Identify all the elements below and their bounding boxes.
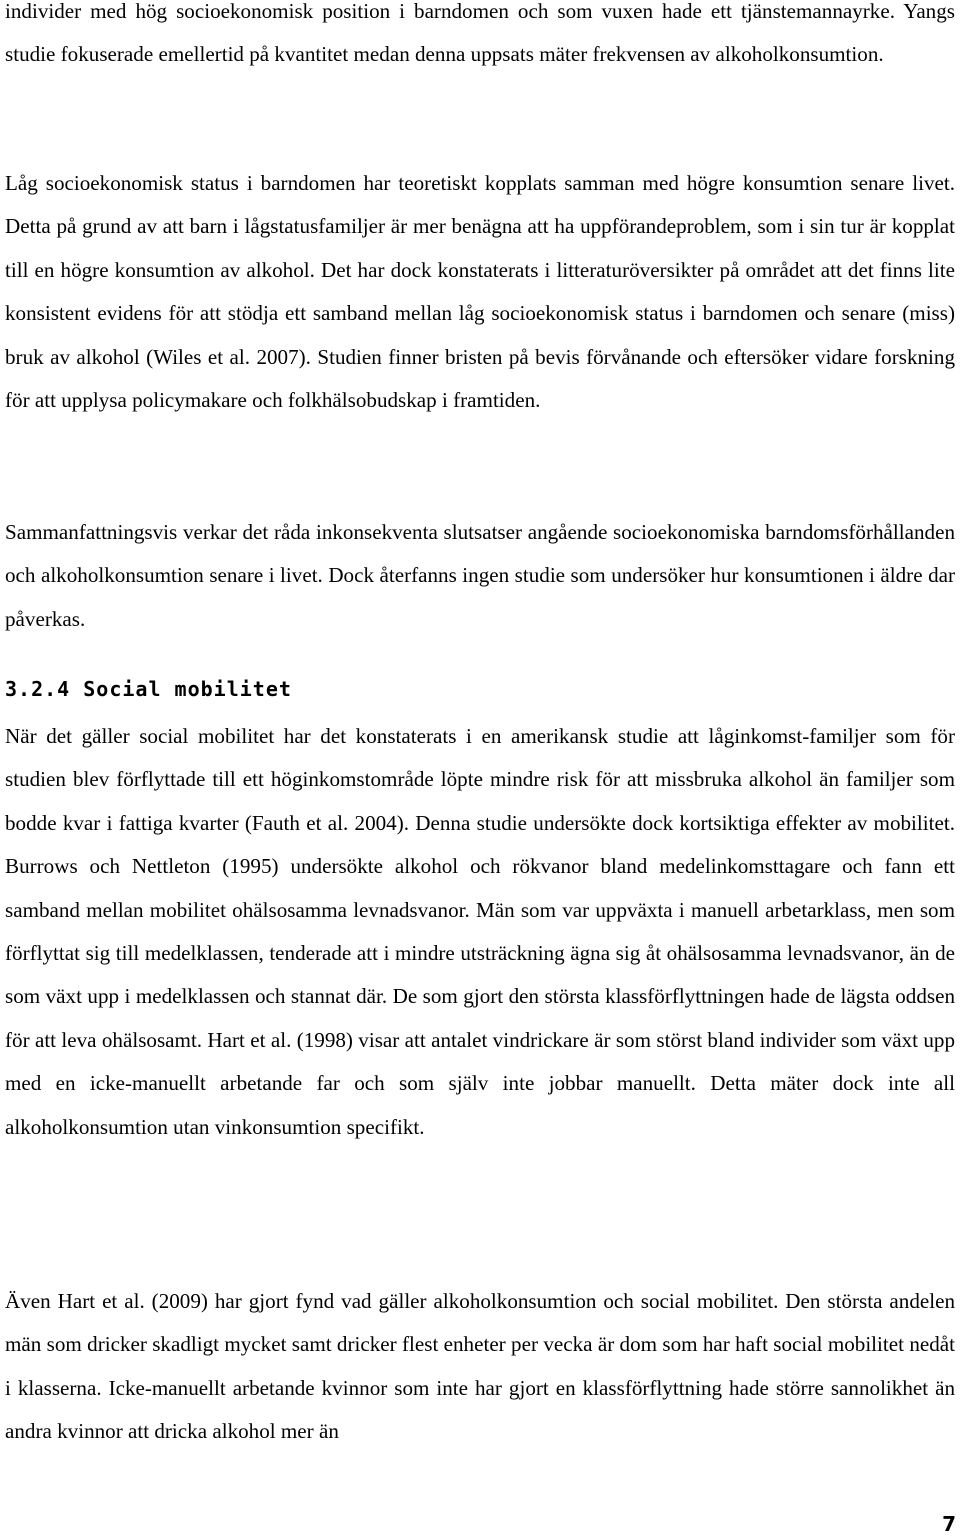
- page-number: 7: [942, 1512, 956, 1536]
- section-heading: 3.2.4 Social mobilitet: [5, 677, 292, 701]
- body-paragraph: individer med hög socioekonomisk position i barndomen och som vuxen hade ett tjänstemannayrke. Yangs studie fokuserade emellertid på kvantitet medan denna uppsats mäter frekvensen av alkoholkonsumtion.: [5, 0, 955, 67]
- body-paragraph: Låg socioekonomisk status i barndomen har teoretiskt kopplats samman med högre konsumtion senare livet. Detta på grund av att barn i lågstatusfamiljer är mer benägna att ha uppförandeproblem, som i sin tur är kopplat till en högre konsumtion av alkohol. Det har dock konstaterats i litteraturöversikter på området att det finns lite konsistent evidens för att stödja ett samband mellan låg socioekonomisk status i barndomen och senare (miss) bruk av alkohol (Wiles et al. 2007). Studien finner bristen på bevis förvånande och eftersöker vidare forskning för att upplysa policymakare och folkhälsobudskap i framtiden.: [5, 171, 955, 413]
- body-paragraph: Även Hart et al. (2009) har gjort fynd vad gäller alkoholkonsumtion och social mobilitet. Den största andelen män som dricker skadligt mycket samt dricker flest enheter per vecka är dom som har haft social mobilitet nedåt i klasserna. Icke-manuellt arbetande kvinnor som inte har gjort en klassförflyttning hade större sannolikhet än andra kvinnor att dricka alkohol mer än: [5, 1289, 955, 1444]
- body-paragraph: När det gäller social mobilitet har det konstaterats i en amerikansk studie att låginkomst-familjer som för studien blev förflyttade till ett höginkomstområde löpte mindre risk för att missbruka alkohol än familjer som bodde kvar i fattiga kvarter (Fauth et al. 2004). Denna studie undersökte dock kortsiktiga effekter av mobilitet. Burrows och Nettleton (1995) undersökte alkohol och rökvanor bland medelinkomsttagare och fann ett samband mellan mobilitet ohälsosamma levnadsvanor. Män som var uppväxta i manuell arbetarklass, men som förflyttat sig till medelklassen, tenderade att i mindre utsträckning ägna sig åt ohälsosamma levnadsvanor, än de som växt upp i medelklassen och stannat där. De som gjort den största klassförflyttningen hade de lägsta oddsen för att leva ohälsosamt. Hart et al. (1998) visar att antalet vindrickare är som störst bland individer som växt upp med en icke-manuellt arbetande far och som själv inte jobbar manuellt. Detta mäter dock inte all alkoholkonsumtion utan vinkonsumtion specifikt.: [5, 724, 955, 1139]
- body-paragraph: Sammanfattningsvis verkar det råda inkonsekventa slutsatser angående socioekonomiska barndomsförhållanden och alkoholkonsumtion senare i livet. Dock återfanns ingen studie som undersöker hur konsumtionen i äldre dar påverkas.: [5, 520, 955, 631]
